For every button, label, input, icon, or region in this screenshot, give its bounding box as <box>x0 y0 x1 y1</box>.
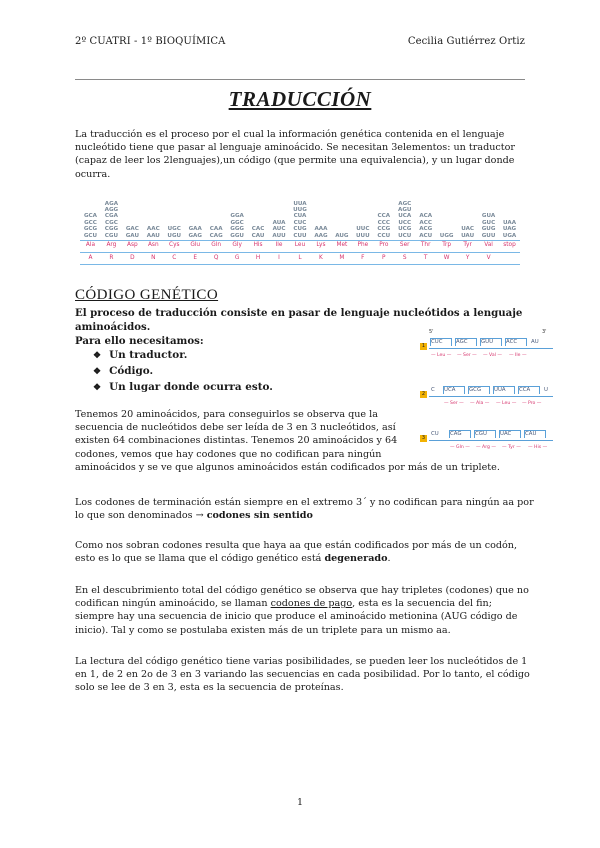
text-line: esto es lo que se llama que el código genético está degenerado. <box>75 553 391 565</box>
amino-acid-three-letter: Gln <box>211 242 222 248</box>
codon: UAG <box>502 226 517 233</box>
codon-column <box>227 213 248 239</box>
amino-acid-one-letter: K <box>319 255 323 261</box>
amino-acid-one-letter: R <box>109 255 114 261</box>
frame-codon: CGU <box>475 431 487 437</box>
paragraph-stop-codons <box>75 584 545 637</box>
amino-acid-one-letter: S <box>402 255 407 261</box>
amino-acid-three-letter: Ile <box>275 242 283 248</box>
codon-column <box>478 213 499 239</box>
codon: ACU <box>419 232 433 239</box>
paragraph-codons <box>75 408 548 474</box>
amino-acid-three-letter: His <box>253 242 263 248</box>
amino-acid-three-letter: Ala <box>85 242 96 248</box>
codon: AUC <box>272 226 286 233</box>
codon: CCA <box>377 213 391 220</box>
codon-column <box>206 226 227 239</box>
codon-column <box>101 201 122 239</box>
intro-paragraph <box>75 128 535 181</box>
text-line: siempre hay una secuencia de inicio que produce el aminoácido metionina (AUG código de <box>75 611 518 623</box>
amino-acid-three-letter: Leu <box>294 242 306 248</box>
codon: GUU <box>481 232 496 239</box>
codon: AAG <box>314 232 328 239</box>
codon-column <box>499 220 520 239</box>
codon-column <box>122 226 143 239</box>
amino-acid-three-letter: Cys <box>169 242 180 248</box>
frame-codon: CUC <box>431 339 443 345</box>
amino-acid-one-letter: D <box>130 255 135 261</box>
amino-acid-one-letter: Q <box>213 255 219 261</box>
codon: CUG <box>293 226 307 233</box>
codon: UCA <box>398 213 412 220</box>
amino-acid-one-letter: I <box>278 255 280 261</box>
text-line: Los codones de terminación están siempre en el extremo 3´ y no codifican para ningún aa por <box>75 497 534 508</box>
frame-codon: CAU <box>525 431 537 437</box>
codon-table-figure <box>80 194 520 266</box>
codon: AGC <box>398 200 412 207</box>
amino-acid-three-letter: Asn <box>147 242 159 248</box>
frame-codon: AU <box>531 339 539 345</box>
amino-acid-three-letter: Tyr <box>463 242 472 248</box>
text-line: existen 64 combinaciones distintas. Tenemos 20 aminoácidos y 64 <box>75 435 398 447</box>
amino-acid-three-letter: Trp <box>442 242 452 248</box>
mrna-strand <box>429 348 553 349</box>
codon: UCU <box>398 232 412 239</box>
codon: UAU <box>461 232 475 239</box>
codon: ACG <box>419 226 433 233</box>
codon-column <box>269 220 290 239</box>
frame-codon: GCG <box>469 387 482 393</box>
codon: CCG <box>377 226 391 233</box>
text-line: aminoácidos y se ve que algunos aminoácidos están codificados por más de un triplete. <box>75 461 500 473</box>
text-line: codifican ningún aminoácido, se llaman codones de pago, esta es la secuencia del fin; <box>75 598 492 610</box>
codon-column <box>436 233 457 239</box>
frame-amino-acid: — Ser — <box>457 353 477 358</box>
header-left: 2º CUATRI - 1º BIOQUÍMICA <box>75 36 226 47</box>
codon-table-line-bottom <box>80 264 520 265</box>
paragraph-reading <box>75 655 545 695</box>
codon: AAA <box>314 226 328 233</box>
amino-acid-three-letter: Gly <box>232 242 242 248</box>
amino-acid-three-letter: Phe <box>357 242 369 248</box>
frame-codon: CAG <box>450 431 462 437</box>
intro-line: La traducción es el proceso por el cual la información genética contenida en el lenguaje <box>75 129 505 140</box>
text-line: secuencia de nucleótidos debe ser leída de 3 en 3 nucleótidos, así <box>75 422 396 434</box>
codon: GUA <box>481 213 496 220</box>
codon: GUC <box>481 219 496 226</box>
frame-codon: UCA <box>444 387 456 393</box>
codon: UGG <box>439 232 454 239</box>
amino-acid-one-letter: L <box>298 255 302 261</box>
codon: GGU <box>230 232 244 239</box>
codon: CCC <box>377 219 390 226</box>
header-rule <box>75 79 525 80</box>
codon: GUG <box>481 226 496 233</box>
term-codones-sin-sentido: codones sin sentido <box>206 510 313 522</box>
amino-acid-three-letter: Arg <box>106 242 117 248</box>
amino-acid-three-letter: Ser <box>399 242 410 248</box>
codon-column <box>331 233 352 239</box>
frame-number: 3 <box>421 435 426 441</box>
codon-bracket <box>480 338 502 346</box>
codon-column <box>80 213 101 239</box>
text-line: Tenemos 20 aminoácidos, para conseguirlos se observa que la <box>75 409 378 420</box>
codon: AGG <box>104 207 119 213</box>
codon: GCG <box>83 226 98 233</box>
amino-acid-three-letter: stop <box>503 242 516 248</box>
amino-acid-one-letter: T <box>423 255 428 261</box>
codon: UGC <box>167 226 181 233</box>
frame-codon: CU <box>431 431 439 437</box>
codon: AAC <box>146 226 160 233</box>
codon: CUA <box>293 213 307 220</box>
frame-codon: GUU <box>481 339 494 345</box>
frame-amino-acid: — Gln — <box>450 445 470 450</box>
codon: GAG <box>188 232 202 239</box>
diamond-bullet-icon: ❖ <box>93 351 102 361</box>
frame-amino-acid: — Arg — <box>476 445 496 450</box>
codon: UGU <box>167 232 182 239</box>
frame-amino-acid: — Leu — <box>496 401 517 406</box>
codon: CAU <box>251 232 265 239</box>
list-item: ❖ Un lugar donde ocurra esto. <box>93 381 273 393</box>
codon: UUU <box>356 232 370 239</box>
codon: CGG <box>104 226 119 233</box>
frame-amino-acid: — His — <box>528 445 548 450</box>
list-item: ❖ Un traductor. <box>93 349 188 361</box>
frame-amino-acid: — Leu — <box>431 353 452 358</box>
codon: AUU <box>272 232 286 239</box>
five-prime-label: 5' <box>429 329 434 335</box>
codon: UUG <box>293 207 307 213</box>
codon-table-codons <box>80 194 520 240</box>
frame-codon: AGC <box>456 339 468 345</box>
frame-amino-acid: — Tyr — <box>502 445 521 450</box>
amino-acid-three-letter: Lys <box>316 242 326 248</box>
codon-column <box>248 226 269 239</box>
text-line: En el descubrimiento total del código genético se observa que hay tripletes (codones) que no <box>75 585 529 596</box>
frame-amino-acid: — Ala — <box>470 401 490 406</box>
amino-acid-one-letter: M <box>339 255 345 261</box>
codon-bracket <box>430 338 452 346</box>
paragraph-termination <box>75 496 545 522</box>
codon: UGA <box>502 232 517 239</box>
frame-amino-acid: — Ser — <box>444 401 464 406</box>
codon-table-aa3-row <box>80 242 520 251</box>
diamond-bullet-icon: ❖ <box>93 383 102 393</box>
text-line: en 1, de 2 en 2o de 3 en 3 variando las secuencias en cada posibilidad. Por lo tanto, el código <box>75 669 530 681</box>
frame-codon: CCA <box>519 387 531 393</box>
codon-bracket <box>505 338 527 346</box>
amino-acid-three-letter: Thr <box>420 242 431 248</box>
codon: CGA <box>104 213 118 220</box>
codon: UAC <box>461 226 475 233</box>
amino-acid-one-letter: Y <box>465 255 470 261</box>
codon: GCU <box>83 232 98 239</box>
paragraph-degenerate <box>75 539 545 565</box>
frame-codon: UUA <box>494 387 506 393</box>
codon: UCG <box>398 226 412 233</box>
text-line: solo se lee de 3 en 3, esta es la secuencia de proteínas. <box>75 682 344 694</box>
list-item: ❖ Código. <box>93 365 154 377</box>
codon-table-line-top <box>80 240 520 241</box>
codon-bracket <box>443 386 465 394</box>
lead-line: aminoácidos. <box>75 321 151 333</box>
term-degenerado: degenerado <box>324 553 388 565</box>
codon-table-line-mid <box>80 252 520 253</box>
frame-number: 2 <box>421 391 426 397</box>
amino-acid-one-letter: C <box>172 255 177 261</box>
codon: GCC <box>84 219 97 226</box>
codon: ACA <box>419 213 433 220</box>
frame-codon: ACC <box>506 339 518 345</box>
codon-column <box>310 226 331 239</box>
codon: AGA <box>104 200 119 207</box>
frame-amino-acid: — Val — <box>483 353 502 358</box>
codon-bracket <box>518 386 540 394</box>
codon-column <box>457 226 478 239</box>
amino-acid-three-letter: Glu <box>190 242 201 248</box>
codon-column <box>415 213 436 239</box>
frame-number: 1 <box>421 343 426 349</box>
text-line: inicio). Tal y como se postulaba existen más de un triplete para un mismo aa. <box>75 624 451 636</box>
frame-codon: UAC <box>500 431 512 437</box>
three-prime-label: 3' <box>542 329 547 335</box>
codon: CAA <box>209 226 223 233</box>
codon: UCC <box>398 219 412 226</box>
frame-amino-acid: — Ile — <box>509 353 527 358</box>
codon: CGU <box>104 232 119 239</box>
page-number: 1 <box>296 797 304 808</box>
frame-codon: U <box>544 387 548 393</box>
text-line: codones, vemos que hay codones que no codifican para ningún <box>75 448 382 460</box>
codon-table-aa1-row <box>80 255 520 264</box>
codon-column <box>185 226 206 239</box>
codon: GAA <box>188 226 202 233</box>
amino-acid-one-letter: G <box>234 255 240 261</box>
amino-acid-one-letter: P <box>382 255 386 261</box>
codon-column <box>290 201 311 239</box>
amino-acid-one-letter: N <box>151 255 156 261</box>
amino-acid-one-letter: F <box>361 255 365 261</box>
text-line: La lectura del código genético tiene varias posibilidades, se pueden leer los nucleótidos de 1 <box>75 656 528 667</box>
amino-acid-one-letter: W <box>443 255 450 261</box>
codon: GAU <box>125 232 139 239</box>
codon: GGG <box>230 226 245 233</box>
requirements-list <box>93 348 273 396</box>
codon: CUU <box>293 232 307 239</box>
page-title: TRADUCCIÓN <box>228 87 372 111</box>
codon-bracket <box>493 386 515 394</box>
frame-amino-acid: — Pro — <box>522 401 542 406</box>
intro-line: nucleótido tiene que pasar al lenguaje aminoácido. Se necesitan 3elementos: un traductor <box>75 142 515 154</box>
codon-column <box>352 226 373 239</box>
codon: UUA <box>293 200 307 207</box>
frame-codon: C <box>431 387 435 393</box>
amino-acid-three-letter: Asp <box>127 242 138 248</box>
text-line: lo que son denominados → codones sin sentido <box>75 510 313 522</box>
codon-column <box>394 201 415 239</box>
codon: UUC <box>356 226 370 233</box>
codon: AAU <box>146 232 160 239</box>
codon-column <box>373 213 394 239</box>
codon: AUA <box>272 219 286 226</box>
term-codones-de-pago: codones de pago <box>270 598 353 610</box>
codon: CCU <box>377 232 391 239</box>
amino-acid-three-letter: Val <box>484 242 493 248</box>
codon: GCA <box>83 213 97 220</box>
amino-acid-one-letter: V <box>486 255 491 261</box>
section-heading: CÓDIGO GENÉTICO <box>75 287 219 303</box>
need-label: Para ello necesitamos: <box>75 335 204 347</box>
codon: UAA <box>503 219 517 226</box>
intro-line: ocurra. <box>75 168 111 180</box>
codon: ACC <box>419 219 432 226</box>
codon-column <box>143 226 164 239</box>
codon: GAC <box>125 226 139 233</box>
amino-acid-one-letter: A <box>88 255 93 261</box>
codon: CAC <box>251 226 265 233</box>
codon-bracket <box>468 386 490 394</box>
amino-acid-one-letter: E <box>193 255 198 261</box>
amino-acid-one-letter: H <box>255 255 261 261</box>
codon: GGC <box>230 219 244 226</box>
codon: CUC <box>293 219 307 226</box>
text-line: Como nos sobran codones resulta que haya aa que están codificados por más de un codón, <box>75 540 518 551</box>
mrna-strand <box>429 396 553 397</box>
codon: AGU <box>398 207 412 213</box>
lead-line: El proceso de traducción consiste en pasar de lenguaje nucleótidos a lenguaje <box>75 307 523 319</box>
header-right: Cecilia Gutiérrez Ortiz <box>407 36 525 47</box>
codon: CAG <box>209 232 223 239</box>
codon-bracket <box>455 338 477 346</box>
codon: CGC <box>105 219 118 226</box>
diamond-bullet-icon: ❖ <box>93 367 102 377</box>
amino-acid-three-letter: Pro <box>379 242 389 248</box>
amino-acid-three-letter: Met <box>336 242 348 248</box>
codon: GGA <box>230 213 244 220</box>
intro-line: (capaz de leer los 2lenguajes),un código (que permite una equivalencia), y un lugar donde <box>75 155 515 167</box>
codon-column <box>164 226 185 239</box>
codon: AUG <box>335 232 349 239</box>
